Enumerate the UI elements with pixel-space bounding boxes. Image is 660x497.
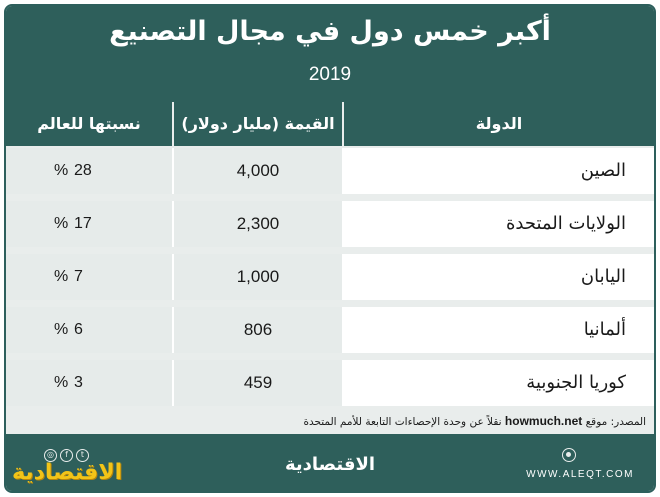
source-site: howmuch.net [504, 414, 583, 428]
cell-country: اليابان [342, 254, 654, 300]
share-number: 17 [74, 215, 92, 232]
cell-value: 1,000 [172, 254, 342, 300]
twitter-icon: t [76, 449, 89, 462]
share-number: 7 [74, 268, 83, 285]
share-number: 28 [74, 162, 92, 179]
table-row [6, 360, 654, 406]
share-percent-sign: % [54, 268, 69, 285]
column-header-country: الدولة [342, 102, 654, 146]
column-header-value: القيمة (مليار دولار) [172, 102, 342, 146]
share-percent-sign: % [54, 162, 69, 179]
cell-value: 2,300 [172, 201, 342, 247]
cell-country: الصين [342, 148, 654, 194]
footer-band [6, 434, 654, 493]
share-percent-sign: % [54, 321, 69, 338]
instagram-icon: ◎ [44, 449, 57, 462]
cell-value: 4,000 [172, 148, 342, 194]
infographic-frame [4, 4, 656, 493]
chart-year: 2019 [308, 64, 352, 85]
table-row [6, 254, 654, 300]
cell-country: كوريا الجنوبية [342, 360, 654, 406]
chart-title: أكبر خمس دول في مجال التصنيع [109, 16, 551, 47]
cell-country: الولايات المتحدة [342, 201, 654, 247]
brand-logo-yellow: الاقتصادية [12, 460, 123, 485]
source-note [303, 414, 646, 428]
source-suffix: نقلاً عن وحدة الإحصاءات التابعة للأمم المتحدة [303, 416, 502, 428]
brand-logo-white: الاقتصادية [284, 454, 376, 475]
source-prefix: المصدر: موقع [585, 416, 646, 428]
share-percent-sign: % [54, 374, 69, 391]
share-number: 6 [74, 321, 83, 338]
share-percent-sign: % [54, 215, 69, 232]
cell-share [6, 148, 172, 194]
cell-share [6, 254, 172, 300]
cell-share [6, 201, 172, 247]
facebook-icon: f [60, 449, 73, 462]
header-band [6, 6, 654, 102]
table-row [6, 148, 654, 194]
cell-value: 459 [172, 360, 342, 406]
table-row [6, 201, 654, 247]
cell-share [6, 360, 172, 406]
cell-value: 806 [172, 307, 342, 353]
table-row [6, 307, 654, 353]
globe-icon [562, 448, 576, 462]
cell-country: ألمانيا [342, 307, 654, 353]
website-url: WWW.ALEQT.COM [526, 469, 634, 480]
share-number: 3 [74, 374, 83, 391]
column-header-share: نسبتها للعالم [6, 102, 172, 146]
cell-share [6, 307, 172, 353]
